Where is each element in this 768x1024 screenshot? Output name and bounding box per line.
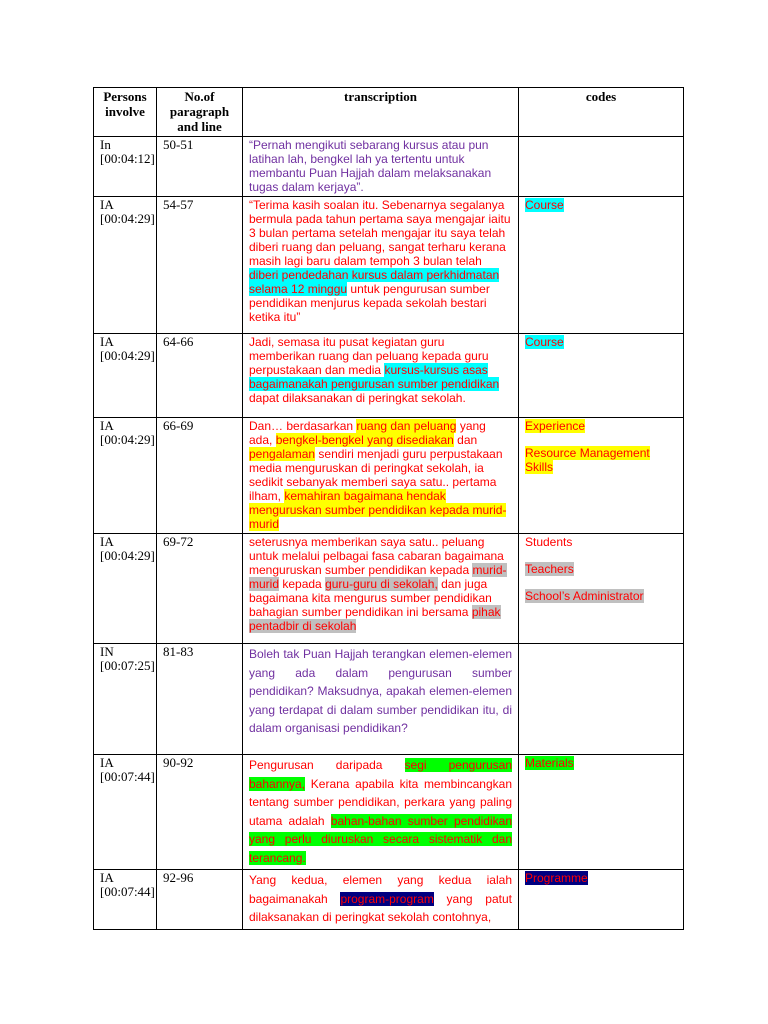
person-cell: In [00:04:12]	[94, 137, 157, 197]
text-segment: Dan… berdasarkan	[249, 419, 357, 433]
person-cell: IA [00:04:29]	[94, 334, 157, 418]
transcription-cell	[243, 137, 519, 197]
header-codes: codes	[519, 88, 684, 137]
paragraph-line-cell: 69-72	[157, 534, 243, 644]
text-segment: Kerana apabila kita membincangkan tentang sumber pendidikan, perkara yang paling utama adalah	[249, 776, 512, 828]
text-segment: sendiri menjadi guru perpustakaan media menguruskan di peringkat sekolah, ia sedikit sebanyak memberi saya satu.. pertama ilham,	[249, 447, 503, 503]
table-row	[94, 137, 684, 197]
transcription-cell	[243, 644, 519, 755]
coding-table	[93, 87, 684, 930]
header-row	[94, 88, 684, 137]
code-item	[525, 446, 677, 474]
table-row	[94, 755, 684, 870]
paragraph-line-cell: 64-66	[157, 334, 243, 418]
highlighted-segment: kursus-kursus asas bagaimanakah pengurusan sumber pendidikan	[249, 363, 500, 391]
text-segment: “Pernah mengikuti sebarang kursus atau pun latihan lah, bengkel lah ya tertentu untuk membantu Puan Hajjah dalam melaksanakan tugas dalam kerjaya”.	[249, 138, 492, 194]
paragraph-line-cell: 50-51	[157, 137, 243, 197]
code-item	[525, 419, 677, 433]
code-item	[525, 335, 677, 349]
person-cell: IA [00:04:29]	[94, 534, 157, 644]
highlighted-segment: segi pengurusan bahannya,	[249, 758, 513, 791]
table-row	[94, 644, 684, 755]
text-segment: Jadi, semasa itu pusat kegiatan guru memberikan ruang dan peluang kepada guru perpustakaan dan media	[249, 335, 489, 377]
code-label: Teachers	[525, 562, 574, 576]
text-segment: dan juga bagaimana kita mengurus sumber pendidikan bahagian sumber pendidikan ini bersama	[249, 577, 492, 619]
person-cell: IA [00:04:29]	[94, 418, 157, 534]
highlighted-segment: guru-guru di sekolah,	[325, 577, 438, 591]
paragraph-line-cell: 92-96	[157, 870, 243, 930]
highlighted-segment: program-program	[340, 891, 434, 906]
table-row	[94, 197, 684, 334]
text-segment: seterusnya memberikan saya satu.. peluang untuk melalui pelbagai fasa cabaran bagaimana menguruskan sumber pendidikan kepada	[249, 535, 504, 577]
paragraph-line-cell: 90-92	[157, 755, 243, 870]
header-persons: Persons involve	[94, 88, 157, 137]
person-cell: IA [00:07:44]	[94, 755, 157, 870]
text-segment: yang patut dilaksanakan di peringkat sekolah contohnya,	[249, 891, 512, 924]
transcription-cell	[243, 534, 519, 644]
code-label: Students	[525, 535, 573, 549]
person-cell: IN [00:07:25]	[94, 644, 157, 755]
code-label: Programme	[525, 871, 588, 885]
highlighted-segment: pengalaman	[249, 447, 316, 461]
text-segment: Pengurusan daripada	[249, 758, 405, 772]
highlighted-segment: bahan-bahan sumber pendidikan yang perlu diuruskan secara sistematik dan terancang.	[249, 813, 512, 865]
header-transcription: transcription	[243, 88, 519, 137]
highlighted-segment: bengkel-bengkel yang disediakan	[275, 433, 454, 447]
code-label: Resource Management Skills	[525, 446, 650, 474]
transcription-cell	[243, 755, 519, 870]
transcription-cell	[243, 418, 519, 534]
code-label: Course	[525, 335, 564, 349]
code-item	[525, 871, 677, 885]
codes-cell	[519, 334, 684, 418]
header-paragraph-line: No.of paragraph and line	[157, 88, 243, 137]
codes-cell	[519, 644, 684, 755]
highlighted-segment: kemahiran bagaimana hendak menguruskan sumber pendidikan kepada murid-murid	[249, 489, 507, 531]
person-cell: IA [00:07:44]	[94, 870, 157, 930]
code-item	[525, 589, 677, 603]
code-label: Experience	[525, 419, 586, 433]
text-segment: dan	[453, 433, 478, 447]
highlighted-segment: ruang dan peluang	[356, 419, 457, 433]
highlighted-segment: murid-murid	[249, 563, 507, 591]
table-row	[94, 334, 684, 418]
text-segment: untuk pengurusan sumber pendidikan menjurus kepada sekolah bestari ketika itu”	[249, 282, 490, 324]
code-label: School’s Administrator	[525, 589, 644, 603]
text-segment: kepada	[279, 577, 326, 591]
table-row	[94, 418, 684, 534]
text-segment: “Terima kasih soalan itu. Sebenarnya segalanya bermula pada tahun pertama saya mengajar iaitu 3 bulan pertama setelah mengajar itu saya telah diberi ruang dan peluang, sangat terharu kerana masih lagi baru dalam tempoh 3 bulan telah	[249, 198, 511, 268]
code-item	[525, 198, 677, 212]
table-row	[94, 870, 684, 930]
text-segment: Yang kedua, elemen yang kedua ialah bagaimanakah	[249, 873, 512, 906]
table-row	[94, 534, 684, 644]
paragraph-line-cell: 54-57	[157, 197, 243, 334]
code-label: Materials	[525, 756, 574, 770]
text-segment: yang ada,	[249, 419, 486, 447]
transcription-cell	[243, 197, 519, 334]
transcription-cell	[243, 334, 519, 418]
codes-cell	[519, 418, 684, 534]
transcription-cell	[243, 870, 519, 930]
highlighted-segment: pihak pentadbir di sekolah	[249, 605, 501, 633]
codes-cell	[519, 870, 684, 930]
code-item	[525, 756, 677, 770]
person-cell: IA [00:04:29]	[94, 197, 157, 334]
text-segment: Boleh tak Puan Hajjah terangkan elemen-elemen yang ada dalam pengurusan sumber pendidikan? Maksudnya, apakah elemen-elemen yang terdapat di dalam sumber pendidikan itu, di dalam organisasi pendidikan?	[249, 647, 512, 735]
code-label: Course	[525, 198, 564, 212]
code-item	[525, 535, 677, 549]
paragraph-line-cell: 66-69	[157, 418, 243, 534]
code-item	[525, 562, 677, 576]
paragraph-line-cell: 81-83	[157, 644, 243, 755]
codes-cell	[519, 534, 684, 644]
codes-cell	[519, 197, 684, 334]
highlighted-segment: diberi pendedahan kursus dalam perkhidmatan selama 12 minggu	[249, 268, 500, 296]
text-segment: dapat dilaksanakan di peringkat sekolah.	[249, 391, 466, 405]
codes-cell	[519, 137, 684, 197]
codes-cell	[519, 755, 684, 870]
